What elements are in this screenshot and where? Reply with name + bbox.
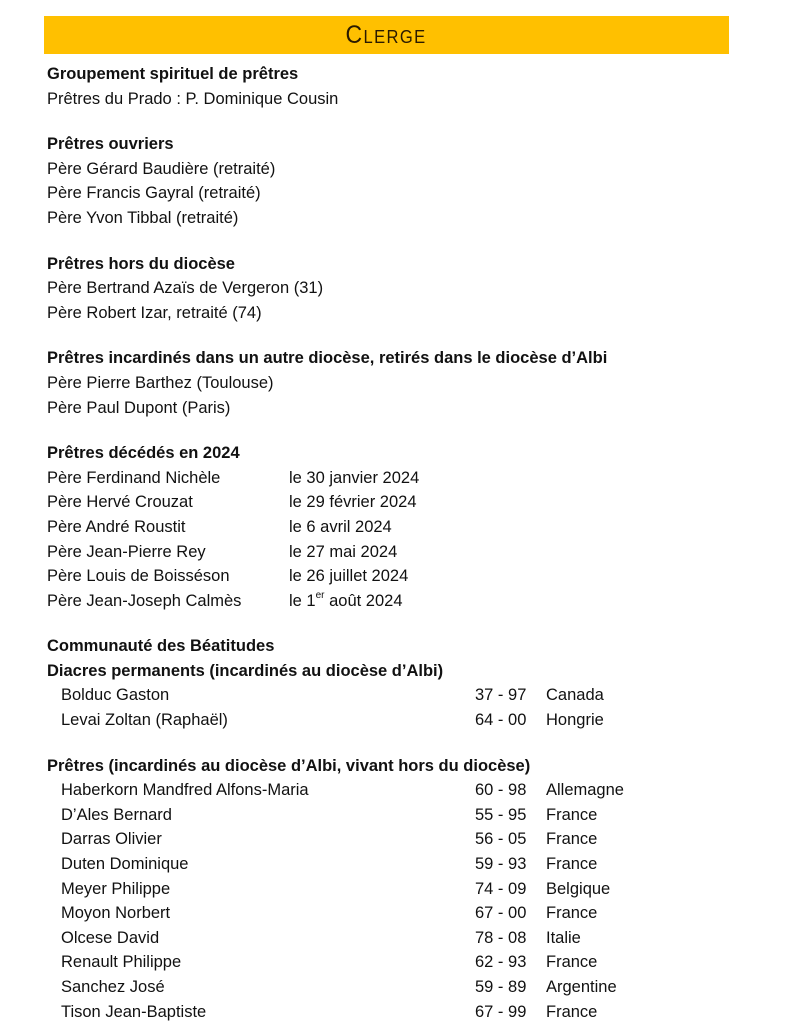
- table-row: [47, 540, 747, 565]
- person-name: Sanchez José: [61, 978, 165, 996]
- table-row: [47, 877, 747, 902]
- section-incardines-autre: [47, 346, 747, 420]
- years: 62 - 93: [475, 953, 527, 972]
- list-item: Père Pierre Barthez (Toulouse): [47, 373, 274, 392]
- death-date: le 26 juillet 2024: [289, 567, 409, 586]
- table-row: [47, 852, 747, 877]
- country: Belgique: [546, 879, 611, 898]
- person-name: Duten Dominique: [61, 855, 189, 874]
- country: Canada: [546, 686, 604, 705]
- priest-name: Père André Roustit: [47, 517, 186, 536]
- list-item: Père Paul Dupont (Paris): [47, 398, 231, 417]
- section-groupement: [47, 62, 747, 111]
- country: Argentine: [546, 978, 617, 996]
- list-item: Père Yvon Tibbal (retraité): [47, 208, 239, 227]
- death-date: [289, 589, 403, 614]
- table-row: [47, 901, 747, 926]
- person-name: Renault Philippe: [61, 953, 182, 972]
- country: France: [546, 904, 598, 923]
- years: 78 - 08: [475, 928, 527, 947]
- person-name: Levai Zoltan (Raphaël): [61, 711, 228, 730]
- person-name: Moyon Norbert: [61, 904, 171, 923]
- section-heading: Prêtres hors du diocèse: [47, 254, 235, 273]
- list-item: Père Gérard Baudière (retraité): [47, 159, 276, 178]
- table-row: [47, 803, 747, 828]
- section-heading: Prêtres ouvriers: [47, 135, 174, 154]
- list-item: Père Francis Gayral (retraité): [47, 184, 261, 203]
- list-item: Père Bertrand Azaïs de Vergeron (31): [47, 279, 324, 298]
- death-date: le 27 mai 2024: [289, 542, 398, 561]
- list-item: Père Robert Izar, retraité (74): [47, 303, 262, 322]
- table-row: [47, 827, 747, 852]
- document-content: [47, 62, 747, 1024]
- subsection-heading: Prêtres (incardinés au diocèse d’Albi, vivant hors du diocèse): [47, 756, 531, 775]
- table-row: [47, 589, 747, 614]
- table-row: [47, 926, 747, 951]
- years: 67 - 99: [475, 1002, 527, 1021]
- person-name: Haberkorn Mandfred Alfons-Maria: [61, 781, 309, 800]
- person-name: Meyer Philippe: [61, 879, 171, 898]
- list-item: Prêtres du Prado : P. Dominique Cousin: [47, 89, 339, 108]
- table-row: [47, 1000, 747, 1024]
- table-row: [47, 564, 747, 589]
- years: 67 - 00: [475, 904, 527, 923]
- person-name: Tison Jean-Baptiste: [61, 1002, 207, 1021]
- years: 55 - 95: [475, 805, 527, 824]
- years: 64 - 00: [475, 711, 527, 730]
- person-name: Darras Olivier: [61, 830, 162, 849]
- person-name: Olcese David: [61, 928, 160, 947]
- section-hors-diocese: [47, 252, 747, 326]
- death-date: le 30 janvier 2024: [289, 468, 420, 487]
- section-heading: Prêtres incardinés dans un autre diocèse, retirés dans le diocèse d’Albi: [47, 349, 608, 368]
- section-ouvriers: [47, 132, 747, 230]
- section-heading: Prêtres décédés en 2024: [47, 444, 240, 463]
- years: 60 - 98: [475, 781, 527, 800]
- date-suffix: août 2024: [324, 591, 403, 610]
- country: France: [546, 830, 598, 849]
- country: Italie: [546, 928, 581, 947]
- priest-name: Père Jean-Joseph Calmès: [47, 591, 242, 610]
- table-row: [47, 708, 747, 733]
- death-date: le 6 avril 2024: [289, 517, 392, 536]
- table-row: [47, 778, 747, 803]
- table-row: [47, 950, 747, 975]
- section-heading: Groupement spirituel de prêtres: [47, 65, 299, 83]
- years: 56 - 05: [475, 830, 527, 849]
- date-prefix: le 1: [289, 591, 316, 610]
- priest-name: Père Louis de Boisséson: [47, 567, 230, 586]
- section-heading: Communauté des Béatitudes: [47, 637, 275, 656]
- subsection-heading: Diacres permanents (incardinés au diocèse d’Albi): [47, 661, 444, 680]
- country: Hongrie: [546, 711, 604, 730]
- pretres-table: [47, 778, 747, 1024]
- date-superscript: er: [315, 590, 325, 602]
- table-row: [47, 490, 747, 515]
- section-banner: [44, 16, 729, 54]
- country: France: [546, 1002, 598, 1021]
- priest-name: Père Ferdinand Nichèle: [47, 468, 221, 487]
- years: 74 - 09: [475, 879, 527, 898]
- section-decedes: [47, 441, 747, 613]
- priest-name: Père Hervé Crouzat: [47, 493, 193, 512]
- section-beatitudes: [47, 634, 747, 1024]
- death-date: le 29 février 2024: [289, 493, 417, 512]
- person-name: Bolduc Gaston: [61, 686, 170, 705]
- table-row: [47, 975, 747, 1000]
- country: France: [546, 805, 598, 824]
- country: France: [546, 953, 598, 972]
- banner-title: Clerge: [345, 20, 428, 49]
- country: Allemagne: [546, 781, 624, 800]
- table-row: [47, 683, 747, 708]
- years: 37 - 97: [475, 686, 527, 705]
- table-row: [47, 466, 747, 491]
- priest-name: Père Jean-Pierre Rey: [47, 542, 206, 561]
- person-name: D’Ales Bernard: [61, 805, 172, 824]
- years: 59 - 93: [475, 855, 527, 874]
- years: 59 - 89: [475, 978, 527, 996]
- table-row: [47, 515, 747, 540]
- country: France: [546, 855, 598, 874]
